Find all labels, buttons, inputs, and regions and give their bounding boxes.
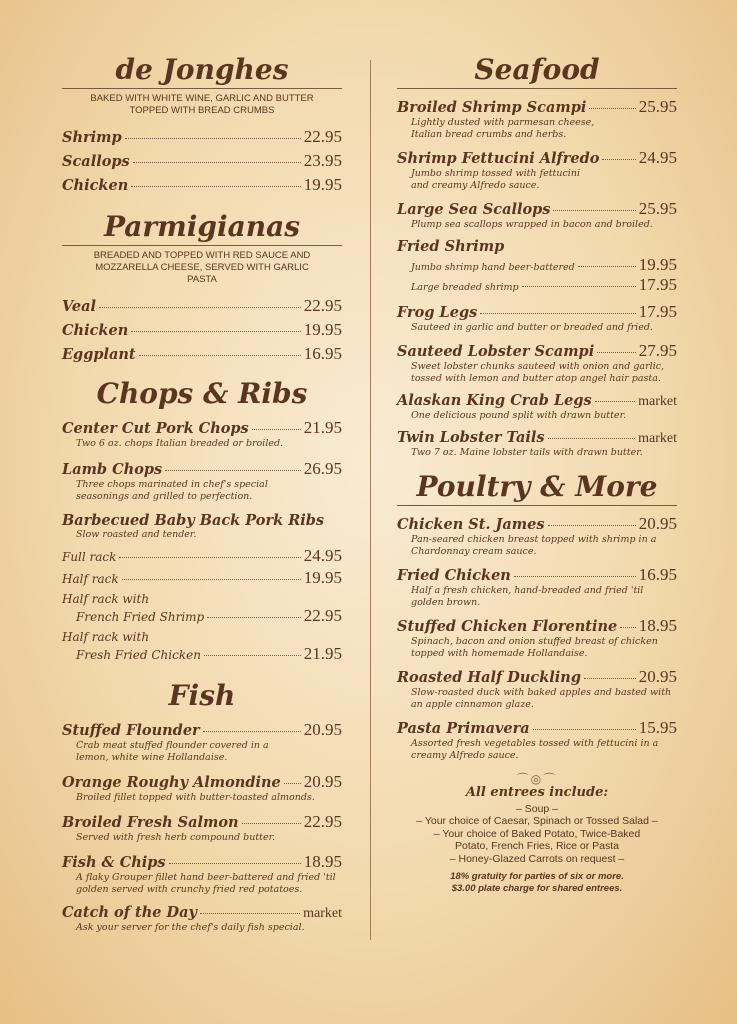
dot-leader: [131, 186, 301, 187]
item-price: 18.95: [303, 852, 342, 871]
item-row: [76, 606, 342, 626]
item-price: 27.95: [638, 341, 677, 360]
dot-leader: [553, 210, 635, 211]
entrees-line: – Your choice of Baked Potato, Twice-Baked Potato, French Fries, Rice or Pasta: [433, 827, 641, 852]
dot-leader: [133, 162, 301, 163]
section-dejonghes: [62, 52, 342, 195]
dot-leader: [204, 655, 301, 656]
dot-leader: [207, 617, 301, 618]
item-price: 26.95: [303, 459, 342, 478]
menu-item: [397, 514, 677, 534]
item-description: Assorted fresh vegetables tossed with fettucini in a creamy Alfredo sauce.: [411, 738, 659, 761]
dot-leader: [548, 438, 636, 439]
item-name: Chicken: [62, 177, 129, 194]
item-price: 19.95: [638, 255, 677, 274]
section-title: de Jonghes: [62, 52, 342, 89]
item-name: Shrimp Fettucini Alfredo: [397, 150, 600, 167]
section-subtitle: BAKED WITH WHITE WINE, GARLIC AND BUTTER TOPPED WITH BREAD CRUMBS: [90, 93, 314, 116]
item-name: Lamb Chops: [62, 461, 163, 478]
item-description: Two 6 oz. chops Italian breaded or broiled.: [76, 438, 284, 449]
item-name: Pasta Primavera: [397, 720, 530, 737]
dot-leader: [597, 352, 636, 353]
item-name: Half rack with: [62, 592, 150, 606]
item-description: Pan-seared chicken breast topped with shrimp in a Chardonnay cream sauce.: [411, 534, 657, 557]
item-name: Alaskan King Crab Legs: [397, 392, 592, 409]
item-description: Ask your server for the chef's daily fish special.: [76, 922, 305, 933]
section-title: Seafood: [397, 52, 677, 89]
item-price: market: [638, 431, 677, 446]
item-name: Full rack: [62, 550, 117, 564]
dot-leader: [125, 138, 301, 139]
item-description: Slow roasted and tender.: [76, 529, 197, 540]
item-description: Slow-roasted duck with baked apples and basted with an apple cinnamon glaze.: [411, 687, 672, 710]
menu-item: [397, 392, 677, 410]
item-description: One delicious pound split with drawn butter.: [411, 410, 627, 421]
dot-leader: [252, 429, 301, 430]
item-description: Plump sea scallops wrapped in bacon and broiled.: [411, 219, 653, 230]
item-name: Broiled Fresh Salmon: [62, 814, 239, 831]
section-poultry: [397, 469, 677, 762]
dot-leader: [99, 307, 301, 308]
item-price: 24.95: [638, 148, 677, 167]
item-name: Shrimp: [62, 129, 122, 146]
item-price: 21.95: [303, 418, 342, 437]
dot-leader: [139, 355, 301, 356]
item-name: Large Sea Scallops: [397, 201, 551, 218]
item-name: Broiled Shrimp Scampi: [397, 99, 587, 116]
item-price: 16.95: [303, 344, 342, 363]
item-name: Half rack with: [62, 630, 150, 644]
dot-leader: [242, 823, 301, 824]
item-price: 20.95: [303, 720, 342, 739]
item-name: Large breaded shrimp: [411, 282, 519, 293]
dot-leader: [602, 159, 635, 160]
section-chops-ribs: [62, 376, 342, 664]
dot-leader: [533, 729, 636, 730]
item-name: Frog Legs: [397, 304, 478, 321]
item-name: Half rack: [62, 572, 119, 586]
item-name: Roasted Half Duckling: [397, 669, 581, 686]
dot-leader: [122, 579, 301, 580]
item-description: A flaky Grouper fillet hand beer-battered and fried 'til golden served with crunchy fried red potatoes.: [76, 872, 336, 895]
menu-item: [62, 344, 342, 364]
menu-item: [62, 459, 342, 479]
dot-leader: [620, 627, 635, 628]
menu-item: [62, 151, 342, 171]
item-price: market: [303, 906, 342, 921]
entrees-include: [397, 787, 677, 895]
menu-item: [397, 718, 677, 738]
item-price: 20.95: [638, 514, 677, 533]
plate-charge-note: $3.00 plate charge for shared entrees.: [451, 883, 623, 894]
item-description: Three chops marinated in chef's special seasonings and grilled to perfection.: [76, 479, 268, 502]
item-row: [76, 644, 342, 664]
left-column: [62, 52, 342, 934]
item-name: Barbecued Baby Back Pork Ribs: [62, 512, 325, 529]
menu-item: [62, 568, 342, 588]
item-description: Sweet lobster chunks sauteed with onion and garlic, tossed with lemon and butter atop angel hair pasta.: [411, 361, 665, 384]
section-parmigianas: [62, 209, 342, 364]
item-name: Stuffed Chicken Florentine: [397, 618, 618, 635]
dot-leader: [119, 557, 300, 558]
item-description: Crab meat stuffed flounder covered in a lemon, white wine Hollandaise.: [76, 740, 269, 763]
menu-item: [397, 429, 677, 447]
menu-item: [62, 127, 342, 147]
dot-leader: [165, 470, 301, 471]
dot-leader: [578, 266, 636, 267]
section-title: Fish: [168, 679, 236, 712]
item-name: Fried Shrimp: [397, 238, 505, 255]
menu-item: [62, 320, 342, 340]
menu-item: [411, 275, 677, 295]
item-price: 24.95: [303, 546, 342, 565]
right-column: [397, 52, 677, 895]
menu-item: [397, 97, 677, 117]
menu-item: [62, 512, 342, 529]
menu-item: [62, 630, 342, 664]
item-price: 18.95: [638, 616, 677, 635]
item-price: 17.95: [638, 275, 677, 294]
menu-item: [397, 565, 677, 585]
item-name: Twin Lobster Tails: [397, 429, 545, 446]
item-name: Chicken: [62, 322, 129, 339]
ornament-icon: ⌒◎⌒: [516, 772, 558, 786]
menu-item: [62, 772, 342, 792]
item-name: Stuffed Flounder: [62, 722, 200, 739]
item-description: Jumbo shrimp tossed with fettucini and creamy Alfredo sauce.: [411, 168, 580, 191]
item-name: Fresh Fried Chicken: [76, 648, 201, 662]
entrees-heading: All entrees include:: [465, 785, 609, 800]
item-name: Sauteed Lobster Scampi: [397, 343, 595, 360]
menu-item: [62, 812, 342, 832]
item-price: 22.95: [303, 606, 342, 625]
dot-leader: [584, 678, 636, 679]
menu-item: [397, 199, 677, 219]
menu-item: [397, 667, 677, 687]
item-price: 22.95: [303, 127, 342, 146]
item-name: Veal: [62, 298, 97, 315]
item-name: Scallops: [62, 153, 130, 170]
item-price: 20.95: [303, 772, 342, 791]
menu-item: [397, 302, 677, 322]
item-name: Chicken St. James: [397, 516, 545, 533]
section-title: Poultry & More: [397, 469, 677, 506]
menu-item: [397, 148, 677, 168]
dot-leader: [548, 525, 636, 526]
item-price: 19.95: [303, 568, 342, 587]
item-price: 23.95: [303, 151, 342, 170]
menu-item: [62, 852, 342, 872]
item-price: 19.95: [303, 175, 342, 194]
item-price: 25.95: [638, 199, 677, 218]
item-price: 17.95: [638, 302, 677, 321]
dot-leader: [169, 863, 301, 864]
column-divider: [370, 60, 371, 940]
menu-item: [62, 904, 342, 922]
item-name: Fish & Chips: [62, 854, 166, 871]
item-name: Center Cut Pork Chops: [62, 420, 249, 437]
menu-item: [62, 418, 342, 438]
item-description: Sauteed in garlic and butter or breaded and fried.: [411, 322, 653, 333]
item-description: Half a fresh chicken, hand-breaded and fried 'til golden brown.: [411, 585, 644, 608]
item-description: Lightly dusted with parmesan cheese, Italian bread crumbs and herbs.: [411, 117, 595, 140]
dot-leader: [131, 331, 301, 332]
menu-item: [62, 720, 342, 740]
item-description: Broiled fillet topped with butter-toasted almonds.: [76, 792, 315, 803]
item-description: Spinach, bacon and onion stuffed breast of chicken topped with homemade Hollandaise.: [411, 636, 658, 659]
menu-item: [397, 616, 677, 636]
menu-item: [62, 546, 342, 566]
section-fish: [62, 678, 342, 934]
section-subtitle: BREADED AND TOPPED WITH RED SAUCE AND MOZZARELLA CHEESE, SERVED WITH GARLIC PASTA: [93, 250, 311, 285]
menu-item: [62, 175, 342, 195]
dot-leader: [203, 731, 301, 732]
dot-leader: [284, 783, 301, 784]
menu-item: [397, 238, 677, 255]
dot-leader: [595, 401, 635, 402]
menu-item: [62, 592, 342, 626]
item-name: Eggplant: [62, 346, 136, 363]
item-price: 22.95: [303, 812, 342, 831]
menu-item: [397, 341, 677, 361]
item-description: Two 7 oz. Maine lobster tails with drawn butter.: [411, 447, 643, 458]
menu-item: [62, 296, 342, 316]
item-name: Jumbo shrimp hand beer-battered: [411, 262, 575, 273]
entrees-line: – Your choice of Caesar, Spinach or Tossed Salad –: [416, 815, 658, 827]
item-description: Served with fresh herb compound butter.: [76, 832, 276, 843]
section-title: Parmigianas: [62, 209, 342, 246]
item-price: 25.95: [638, 97, 677, 116]
item-price: 19.95: [303, 320, 342, 339]
section-title: Chops & Ribs: [96, 377, 308, 410]
item-price: 22.95: [303, 296, 342, 315]
item-name: French Fried Shrimp: [76, 610, 205, 624]
item-name: Fried Chicken: [397, 567, 511, 584]
dot-leader: [589, 108, 635, 109]
dot-leader: [200, 913, 300, 914]
dot-leader: [514, 576, 636, 577]
section-seafood: [397, 52, 677, 459]
item-price: 21.95: [303, 644, 342, 663]
gratuity-note: 18% gratuity for parties of six or more.: [450, 871, 624, 882]
item-price: 15.95: [638, 718, 677, 737]
item-name: Catch of the Day: [62, 904, 197, 921]
item-price: market: [638, 394, 677, 409]
menu-item: [411, 255, 677, 275]
dot-leader: [480, 313, 635, 314]
item-price: 16.95: [638, 565, 677, 584]
entrees-line: – Soup –: [515, 802, 559, 815]
item-name: Orange Roughy Almondine: [62, 774, 281, 791]
dot-leader: [522, 286, 636, 287]
item-price: 20.95: [638, 667, 677, 686]
entrees-line: – Honey-Glazed Carrots on request –: [449, 852, 625, 865]
